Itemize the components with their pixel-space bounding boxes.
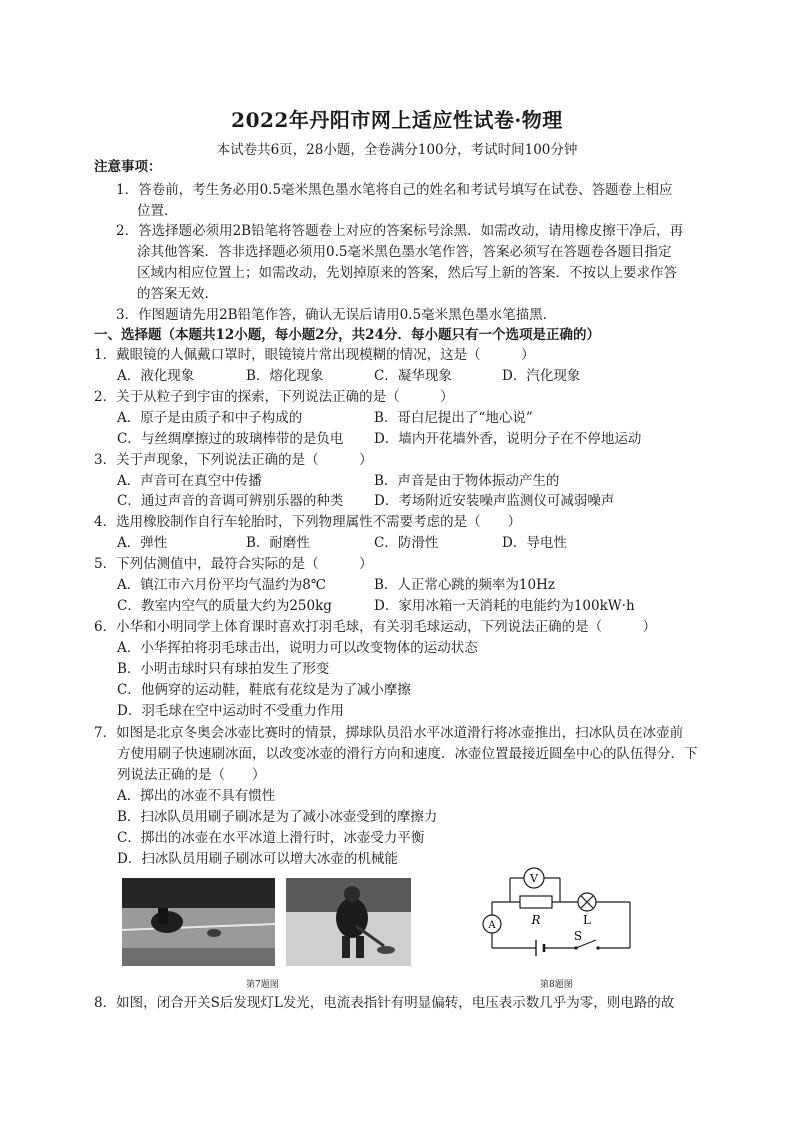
option-c: C．教室内空气的质量大约为250kg (117, 598, 332, 614)
option-a: A．弹性 (117, 535, 168, 551)
option-b: B．声音是由于物体振动产生的 (374, 473, 560, 489)
option-a: A．声音可在真空中传播 (117, 473, 262, 489)
battery-symbol (536, 940, 544, 956)
note-line: 区域内相应位置上；如需改动，先划掉原来的答案，然后写上新的答案．不按以上要求作答 (137, 265, 677, 281)
option-b: B．耐磨性 (246, 535, 310, 551)
exam-info: 本试卷共6页，28小题，全卷满分100分，考试时间100分钟 (216, 142, 578, 158)
option-b: B．哥白尼提出了“地心说” (374, 410, 533, 426)
question-stem: 8．如图，闭合开关S后发现灯L发光，电流表指针有明显偏转，电压表示数几乎为零，则电路的故 (94, 995, 675, 1011)
question-stem: 6．小华和小明同学上体育课时喜欢打羽毛球，有关羽毛球运动，下列说法正确的是（ ） (94, 619, 657, 635)
option-c: C．与丝绸摩擦过的玻璃棒带的是负电 (117, 431, 344, 447)
note-line: 2．答选择题必须用2B铅笔将答题卷上对应的答案标号涂黑．如需改动，请用橡皮擦干净后，再 (116, 223, 684, 239)
question-stem: 列说法正确的是（ ） (117, 767, 266, 783)
figure-8-caption: 第8题图 (540, 980, 573, 990)
voltmeter-label: V (530, 872, 538, 885)
ammeter-label: A (488, 920, 496, 931)
option-b: B．小明击球时只有球拍发生了形变 (117, 661, 330, 677)
lamp-symbol (578, 893, 596, 911)
notes-heading: 注意事项： (94, 159, 162, 175)
note-line: 位置. (137, 203, 169, 219)
option-b: B．熔化现象 (246, 368, 324, 384)
question-stem: 7．如图是北京冬奥会冰壶比赛时的情景，掷球队员沿水平冰道滑行将冰壶推出，扫冰队员在冰壶前 (94, 725, 684, 741)
note-line: 涂其他答案．答非选择题必须用0.5毫米黑色墨水笔作答，答案必须写在答题卷各题目指定 (137, 244, 672, 260)
option-a: A．镇江市六月份平均气温约为8℃ (117, 577, 326, 593)
option-c: C．通过声音的音调可辨别乐器的种类 (117, 493, 344, 509)
question-stem: 方使用刷子快速刷冰面，以改变冰壶的滑行方向和速度．冰壶位置最接近圆垒中心的队伍得分．下 (117, 746, 698, 762)
option-c: C．他俩穿的运动鞋，鞋底有花纹是为了减小摩擦 (117, 682, 411, 698)
question-stem: 5．下列估测值中，最符合实际的是（ ） (94, 556, 373, 572)
option-d: D．导电性 (502, 535, 567, 551)
note-line: 1．答卷前，考生务必用0.5毫米黑色墨水笔将自己的姓名和考试号填写在试卷、答题卷上相应 (116, 182, 673, 198)
switch-label: S (573, 929, 583, 943)
figure-7-caption: 第7题图 (246, 980, 279, 990)
resistor-label: R (531, 913, 541, 927)
lamp-label: L (583, 913, 591, 927)
resistor-symbol (520, 896, 552, 908)
section-heading: 一、选择题（本题共12小题，每小题2分，共24分．每小题只有一个选项是正确的） (94, 327, 600, 343)
page-title: 2022年丹阳市网上适应性试卷·物理 (231, 108, 563, 132)
option-b: B．人正常心跳的频率为10Hz (374, 577, 555, 593)
option-d: D．羽毛球在空中运动时不受重力作用 (117, 703, 344, 719)
option-b: B．扫冰队员用刷子刷冰是为了减小冰壶受到的摩擦力 (117, 809, 438, 825)
option-d: D．家用冰箱一天消耗的电能约为100kW·h (374, 598, 635, 614)
option-a: A．液化现象 (117, 368, 195, 384)
option-c: C．凝华现象 (374, 368, 452, 384)
question-stem: 2．关于从粒子到宇宙的探索，下列说法正确的是（ ） (94, 389, 454, 405)
curling-photo-1 (122, 878, 275, 966)
option-c: C．防滑性 (374, 535, 439, 551)
question-stem: 3．关于声现象，下列说法正确的是（ ） (94, 452, 373, 468)
option-d: D．墙内开花墙外香，说明分子在不停地运动 (374, 431, 642, 447)
option-c: C．掷出的冰壶在水平冰道上滑行时，冰壶受力平衡 (117, 830, 425, 846)
curling-photo-2 (286, 878, 411, 966)
option-d: D．扫冰队员用刷子刷冰可以增大冰壶的机械能 (117, 851, 398, 867)
note-line: 的答案无效. (137, 286, 209, 302)
note-line: 3．作图题请先用2B铅笔作答，确认无误后请用0.5毫米黑色墨水笔描黑. (116, 307, 547, 323)
question-stem: 1．戴眼镜的人佩戴口罩时，眼镜镜片常出现模糊的情况，这是（ ） (94, 347, 535, 363)
option-a: A．小华挥拍将羽毛球击出，说明力可以改变物体的运动状态 (117, 640, 478, 656)
option-d: D．考场附近安装噪声监测仪可减弱噪声 (374, 493, 615, 509)
option-a: A．原子是由质子和中子构成的 (117, 410, 303, 426)
option-a: A．掷出的冰壶不具有惯性 (117, 788, 276, 804)
question-stem: 4．选用橡胶制作自行车轮胎时，下列物理属性不需要考虑的是（ ） (94, 514, 522, 530)
circuit-diagram (480, 860, 640, 968)
option-d: D．汽化现象 (502, 368, 581, 384)
